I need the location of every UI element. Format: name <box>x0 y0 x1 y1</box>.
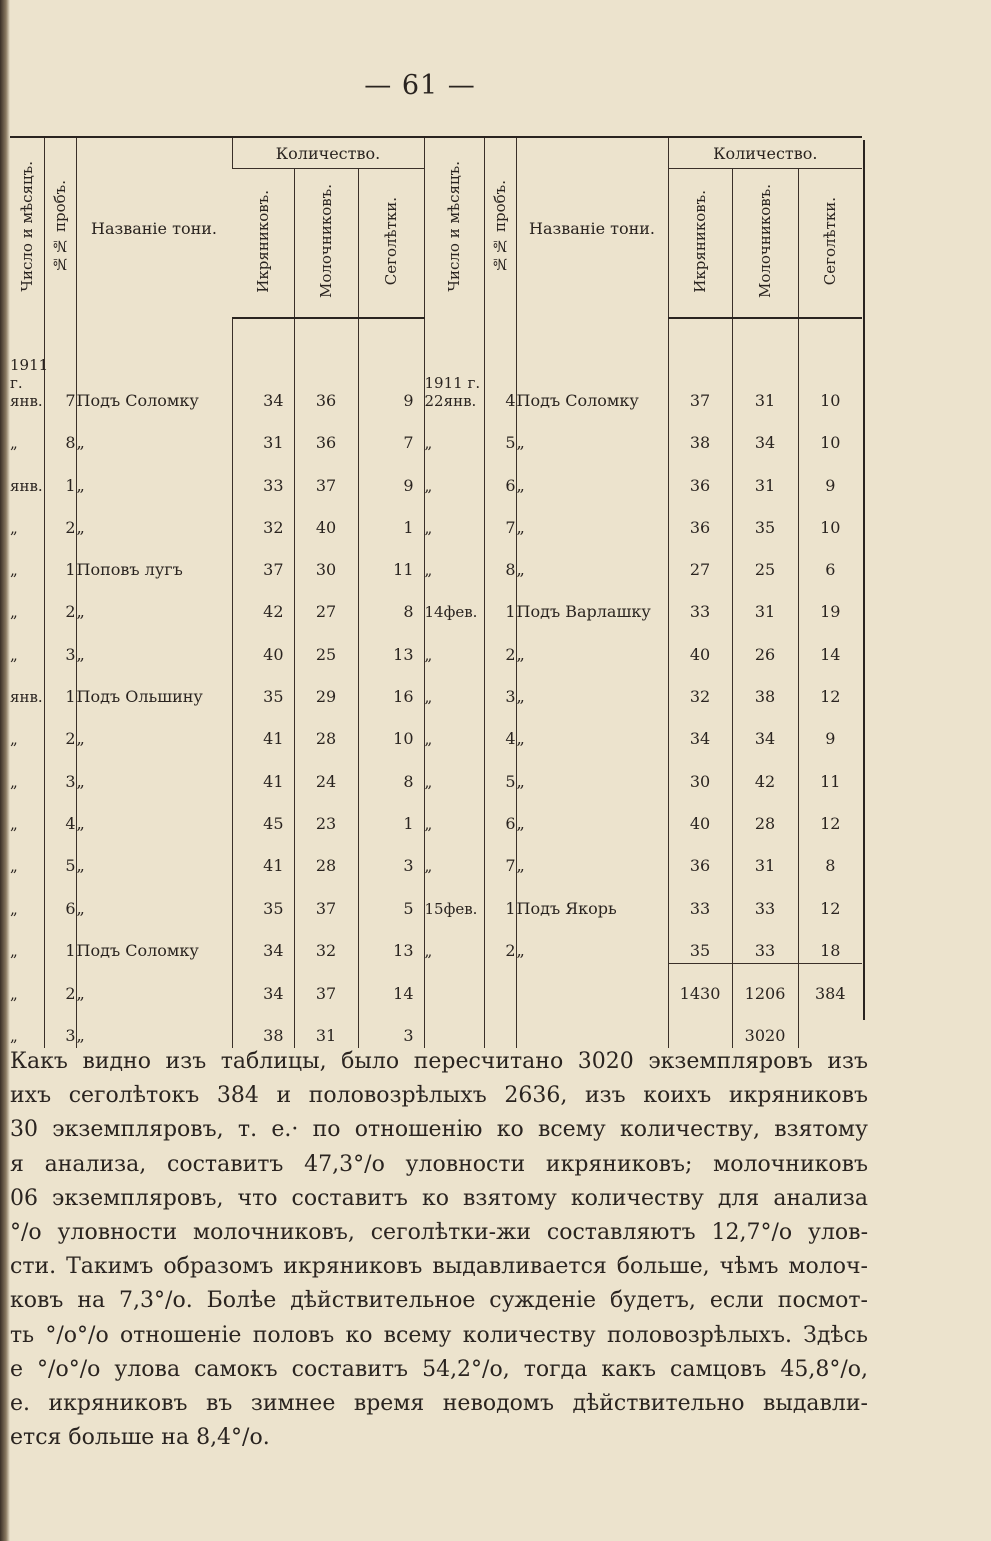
cell-date-right <box>424 1006 484 1048</box>
cell-segoletki-left: 13 <box>358 624 424 666</box>
cell-molochniki-right: 42 <box>732 751 798 793</box>
cell-molochniki-right: 1206 <box>732 963 798 1006</box>
header-segoletki-left: Сеголѣтки. <box>358 169 424 319</box>
cell-ikryaniki-right: 37 <box>668 356 732 413</box>
cell-date-right: 14фев. <box>424 582 484 624</box>
paragraph-line: °/о уловности молочниковъ, сеголѣтки-жи составляютъ 12,7°/о улов- <box>10 1220 868 1246</box>
cell-date-left: „ <box>10 857 18 876</box>
cell-ikryaniki-left: 35 <box>232 878 294 920</box>
cell-ikryaniki-right: 36 <box>668 455 732 497</box>
cell-molochniki-right: 31 <box>732 582 798 624</box>
cell-sample-left: 3 <box>44 1006 76 1048</box>
cell-ikryaniki-left: 45 <box>232 794 294 836</box>
cell-ikryaniki-left: 37 <box>232 540 294 582</box>
cell-molochniki-left: 37 <box>294 963 358 1006</box>
cell-segoletki-left: 8 <box>358 582 424 624</box>
cell-date-left: „ <box>10 1027 18 1046</box>
cell-date-right: „ <box>424 921 484 964</box>
cell-name-left: „ <box>76 794 232 836</box>
cell-date-right: „ <box>424 709 484 751</box>
cell-segoletki-left: 7 <box>358 413 424 455</box>
paragraph-line: е. икряниковъ въ зимнее время неводомъ дѣйствительно выдавли- <box>10 1391 868 1417</box>
cell-molochniki-right: 26 <box>732 624 798 666</box>
cell-ikryaniki-right: 38 <box>668 413 732 455</box>
table-row <box>10 624 862 666</box>
cell-name-left: „ <box>76 413 232 455</box>
cell-ikryaniki-right <box>668 1006 732 1048</box>
cell-sample-left: 7 <box>44 356 76 413</box>
cell-sample-left: 2 <box>44 709 76 751</box>
table-row <box>10 794 862 836</box>
cell-molochniki-left: 32 <box>294 921 358 964</box>
header-quantity-right: Количество. <box>668 137 862 169</box>
body-paragraph <box>10 1045 868 1455</box>
cell-ikryaniki-right: 36 <box>668 836 732 878</box>
cell-date-left: „ <box>10 603 18 622</box>
cell-sample-left: 1 <box>44 455 76 497</box>
paragraph-line: ихъ сеголѣтокъ 384 и половозрѣлыхъ 2636, изъ коихъ икряниковъ <box>10 1083 868 1109</box>
cell-segoletki-right: 12 <box>798 794 862 836</box>
cell-sample-right: 7 <box>484 498 516 540</box>
cell-name-left: Поповъ лугъ <box>76 540 232 582</box>
header-name-right: Названіе тони. <box>516 137 668 318</box>
cell-segoletki-left: 3 <box>358 1006 424 1048</box>
table-row <box>10 455 862 497</box>
cell-sample-right: 6 <box>484 455 516 497</box>
table-row <box>10 582 862 624</box>
cell-date-left: „ <box>10 434 18 453</box>
cell-name-right: Подъ Якорь <box>516 878 668 920</box>
cell-molochniki-right: 34 <box>732 709 798 751</box>
cell-ikryaniki-right: 35 <box>668 921 732 964</box>
header-segoletki-right: Сеголѣтки. <box>798 169 862 319</box>
cell-date-right: 15фев. <box>424 878 484 920</box>
header-sample-left: №№ пробъ. <box>44 137 76 318</box>
cell-segoletki-left: 3 <box>358 836 424 878</box>
cell-segoletki-left: 16 <box>358 667 424 709</box>
cell-ikryaniki-left: 33 <box>232 455 294 497</box>
cell-date-right: „ <box>424 751 484 793</box>
cell-segoletki-right: 9 <box>798 709 862 751</box>
cell-ikryaniki-left: 41 <box>232 836 294 878</box>
cell-molochniki-right: 28 <box>732 794 798 836</box>
cell-name-left: „ <box>76 963 232 1006</box>
cell-segoletki-right: 19 <box>798 582 862 624</box>
cell-name-left: Подъ Соломку <box>76 921 232 964</box>
page-binding-edge <box>0 0 10 1541</box>
cell-sample-left: 1 <box>44 921 76 964</box>
cell-name-right: „ <box>516 794 668 836</box>
cell-name-right: „ <box>516 455 668 497</box>
cell-segoletki-right: 11 <box>798 751 862 793</box>
cell-sample-left: 1 <box>44 540 76 582</box>
cell-segoletki-right: 6 <box>798 540 862 582</box>
header-date-right: Число и мѣсяцъ. <box>424 137 484 318</box>
cell-name-right: „ <box>516 498 668 540</box>
cell-ikryaniki-right: 30 <box>668 751 732 793</box>
cell-molochniki-right: 25 <box>732 540 798 582</box>
cell-molochniki-right: 31 <box>732 356 798 413</box>
header-molochniki-left: Молочниковъ. <box>294 169 358 319</box>
cell-ikryaniki-left: 32 <box>232 498 294 540</box>
cell-segoletki-right: 384 <box>798 963 862 1006</box>
table-row <box>10 963 862 1006</box>
cell-ikryaniki-right: 33 <box>668 582 732 624</box>
cell-ikryaniki-left: 41 <box>232 751 294 793</box>
cell-sample-left: 4 <box>44 794 76 836</box>
table-row <box>10 878 862 920</box>
header-ikryaniki-left: Икряниковъ. <box>232 169 294 319</box>
cell-segoletki-left: 9 <box>358 455 424 497</box>
cell-sample-left: 2 <box>44 498 76 540</box>
paragraph-line: ть °/о°/о отношеніе половъ ко всему количеству половозрѣлыхъ. Здѣсь <box>10 1322 868 1348</box>
cell-sample-left: 1 <box>44 667 76 709</box>
cell-molochniki-left: 37 <box>294 878 358 920</box>
cell-segoletki-right: 10 <box>798 498 862 540</box>
cell-name-left: Подъ Соломку <box>76 356 232 413</box>
cell-sample-right: 5 <box>484 413 516 455</box>
cell-date-right: „ <box>424 624 484 666</box>
header-date-left: Число и мѣсяцъ. <box>10 137 44 318</box>
cell-segoletki-right: 12 <box>798 667 862 709</box>
cell-ikryaniki-right: 27 <box>668 540 732 582</box>
cell-segoletki-left: 14 <box>358 963 424 1006</box>
cell-name-left: „ <box>76 582 232 624</box>
cell-sample-left: 6 <box>44 878 76 920</box>
paragraph-line: 06 экземпляровъ, что составитъ ко взятому количеству для анализа <box>10 1185 868 1211</box>
table-row <box>10 667 862 709</box>
cell-ikryaniki-right: 1430 <box>668 963 732 1006</box>
table-row <box>10 498 862 540</box>
cell-sample-right: 6 <box>484 794 516 836</box>
cell-molochniki-left: 28 <box>294 836 358 878</box>
cell-date-left: „ <box>10 645 18 664</box>
cell-molochniki-right: 31 <box>732 455 798 497</box>
cell-date-left: „ <box>10 985 18 1004</box>
cell-date-left: „ <box>10 730 18 749</box>
cell-date-right: „ <box>424 836 484 878</box>
cell-sample-left: 8 <box>44 413 76 455</box>
cell-segoletki-right: 10 <box>798 356 862 413</box>
cell-sample-left: 2 <box>44 963 76 1006</box>
cell-sample-right: 1 <box>484 582 516 624</box>
cell-molochniki-left: 37 <box>294 455 358 497</box>
table-row <box>10 1006 862 1048</box>
cell-ikryaniki-left: 31 <box>232 413 294 455</box>
cell-name-left: „ <box>76 1006 232 1048</box>
cell-ikryaniki-left: 34 <box>232 921 294 964</box>
cell-name-right: „ <box>516 540 668 582</box>
cell-name-right: „ <box>516 751 668 793</box>
cell-date-left: янв. <box>10 688 43 707</box>
table-row <box>10 356 862 413</box>
table-right-border <box>855 140 865 1020</box>
cell-name-left: „ <box>76 498 232 540</box>
cell-molochniki-right: 33 <box>732 878 798 920</box>
cell-molochniki-left: 23 <box>294 794 358 836</box>
cell-name-left: „ <box>76 878 232 920</box>
paragraph-line: ется больше на 8,4°/о. <box>10 1425 270 1451</box>
cell-date-right <box>424 963 484 1006</box>
cell-date-right: „ <box>424 498 484 540</box>
cell-date-left: „ <box>10 814 18 833</box>
cell-molochniki-left: 40 <box>294 498 358 540</box>
cell-molochniki-right: 34 <box>732 413 798 455</box>
cell-name-right: Подъ Соломку <box>516 356 668 413</box>
cell-ikryaniki-left: 42 <box>232 582 294 624</box>
cell-name-left: „ <box>76 455 232 497</box>
header-name-left: Названіе тони. <box>76 137 232 318</box>
cell-segoletki-right: 10 <box>798 413 862 455</box>
cell-molochniki-left: 28 <box>294 709 358 751</box>
cell-date-left: „ <box>10 899 18 918</box>
cell-name-right: „ <box>516 836 668 878</box>
cell-name-left: „ <box>76 709 232 751</box>
cell-date-year: 1911 г. <box>424 374 481 392</box>
cell-sample-left: 2 <box>44 582 76 624</box>
cell-segoletki-right: 9 <box>798 455 862 497</box>
cell-date-right: „ <box>424 794 484 836</box>
cell-sample-right: 8 <box>484 540 516 582</box>
cell-date-left <box>10 356 49 413</box>
cell-molochniki-left: 25 <box>294 624 358 666</box>
cell-molochniki-right: 33 <box>732 921 798 964</box>
cell-sample-right: 2 <box>484 624 516 666</box>
cell-segoletki-left: 1 <box>358 498 424 540</box>
cell-name-right: „ <box>516 921 668 964</box>
cell-segoletki-right: 12 <box>798 878 862 920</box>
cell-molochniki-right: 38 <box>732 667 798 709</box>
cell-sample-left: 5 <box>44 836 76 878</box>
cell-molochniki-left: 31 <box>294 1006 358 1048</box>
cell-date-left: „ <box>10 772 18 791</box>
cell-date-left: „ <box>10 942 18 961</box>
paragraph-line: е °/о°/о улова самокъ составитъ 54,2°/о, тогда какъ самцовъ 45,8°/о, <box>10 1356 868 1382</box>
table-row <box>10 540 862 582</box>
cell-date-left: „ <box>10 561 18 580</box>
page-number: — 61 — <box>364 70 476 101</box>
table-row <box>10 709 862 751</box>
cell-segoletki-left: 11 <box>358 540 424 582</box>
cell-segoletki-left: 8 <box>358 751 424 793</box>
cell-ikryaniki-left: 35 <box>232 667 294 709</box>
cell-ikryaniki-right: 33 <box>668 878 732 920</box>
cell-segoletki-left: 10 <box>358 709 424 751</box>
header-molochniki-right: Молочниковъ. <box>732 169 798 319</box>
cell-sample-right: 4 <box>484 356 516 413</box>
catch-table <box>10 136 862 1048</box>
cell-ikryaniki-left: 34 <box>232 963 294 1006</box>
cell-ikryaniki-left: 34 <box>232 356 294 413</box>
header-sample-right: №№ пробъ. <box>484 137 516 318</box>
cell-molochniki-left: 36 <box>294 356 358 413</box>
cell-name-right: „ <box>516 667 668 709</box>
cell-segoletki-left: 1 <box>358 794 424 836</box>
header-ikryaniki-right: Икряниковъ. <box>668 169 732 319</box>
cell-name-left: „ <box>76 624 232 666</box>
cell-sample-left: 3 <box>44 624 76 666</box>
cell-date-right: „ <box>424 667 484 709</box>
cell-date-right: „ <box>424 413 484 455</box>
cell-name-right: „ <box>516 709 668 751</box>
cell-segoletki-right <box>798 1006 862 1048</box>
cell-date-year: 1911 г. <box>10 356 49 392</box>
cell-name-right: Подъ Варлашку <box>516 582 668 624</box>
cell-sample-right <box>484 963 516 1006</box>
cell-name-right <box>516 1006 668 1048</box>
cell-segoletki-left: 9 <box>358 356 424 413</box>
cell-segoletki-right: 14 <box>798 624 862 666</box>
header-quantity-left: Количество. <box>232 137 424 169</box>
cell-ikryaniki-right: 40 <box>668 794 732 836</box>
table-row <box>10 836 862 878</box>
table-spacer-row <box>10 318 862 356</box>
cell-date-right: „ <box>424 540 484 582</box>
cell-segoletki-right: 8 <box>798 836 862 878</box>
cell-segoletki-left: 5 <box>358 878 424 920</box>
paragraph-line: я анализа, составитъ 47,3°/о уловности икряниковъ; молочниковъ <box>10 1151 868 1177</box>
cell-segoletki-right: 18 <box>798 921 862 964</box>
cell-date-right <box>424 356 484 413</box>
cell-name-left: „ <box>76 836 232 878</box>
paragraph-line: ковъ на 7,3°/о. Болѣе дѣйствительное сужденіе будетъ, если посмот- <box>10 1288 868 1314</box>
table-row <box>10 921 862 964</box>
cell-molochniki-left: 30 <box>294 540 358 582</box>
cell-date-right: „ <box>424 455 484 497</box>
cell-ikryaniki-right: 40 <box>668 624 732 666</box>
cell-sample-right: 4 <box>484 709 516 751</box>
cell-name-right <box>516 963 668 1006</box>
cell-sample-right: 3 <box>484 667 516 709</box>
cell-molochniki-left: 24 <box>294 751 358 793</box>
paragraph-line: 30 экземпляровъ, т. е.· по отношенію ко всему количеству, взятому <box>10 1117 868 1143</box>
paragraph-line: сти. Такимъ образомъ икряниковъ выдавливается больше, чѣмъ молоч- <box>10 1254 868 1280</box>
cell-ikryaniki-left: 40 <box>232 624 294 666</box>
cell-ikryaniki-right: 32 <box>668 667 732 709</box>
cell-molochniki-right: 35 <box>732 498 798 540</box>
cell-date-month: 22янв. <box>424 392 477 410</box>
cell-sample-right: 5 <box>484 751 516 793</box>
cell-date-left: „ <box>10 518 18 537</box>
cell-molochniki-right: 31 <box>732 836 798 878</box>
cell-sample-right: 2 <box>484 921 516 964</box>
cell-ikryaniki-right: 36 <box>668 498 732 540</box>
cell-molochniki-left: 36 <box>294 413 358 455</box>
table-row <box>10 751 862 793</box>
cell-molochniki-left: 27 <box>294 582 358 624</box>
cell-grand-total: 3020 <box>732 1006 798 1048</box>
cell-name-left: „ <box>76 751 232 793</box>
cell-ikryaniki-left: 38 <box>232 1006 294 1048</box>
cell-date-left: янв. <box>10 476 43 495</box>
cell-name-right: „ <box>516 413 668 455</box>
cell-name-left: Подъ Ольшину <box>76 667 232 709</box>
table-row <box>10 413 862 455</box>
cell-date-month: янв. <box>10 392 43 410</box>
cell-ikryaniki-right: 34 <box>668 709 732 751</box>
paragraph-line: Какъ видно изъ таблицы, было пересчитано 3020 экземпляровъ изъ <box>10 1049 868 1074</box>
cell-sample-right: 1 <box>484 878 516 920</box>
cell-segoletki-left: 13 <box>358 921 424 964</box>
cell-molochniki-left: 29 <box>294 667 358 709</box>
cell-name-right: „ <box>516 624 668 666</box>
cell-sample-left: 3 <box>44 751 76 793</box>
cell-ikryaniki-left: 41 <box>232 709 294 751</box>
cell-sample-right <box>484 1006 516 1048</box>
cell-sample-right: 7 <box>484 836 516 878</box>
